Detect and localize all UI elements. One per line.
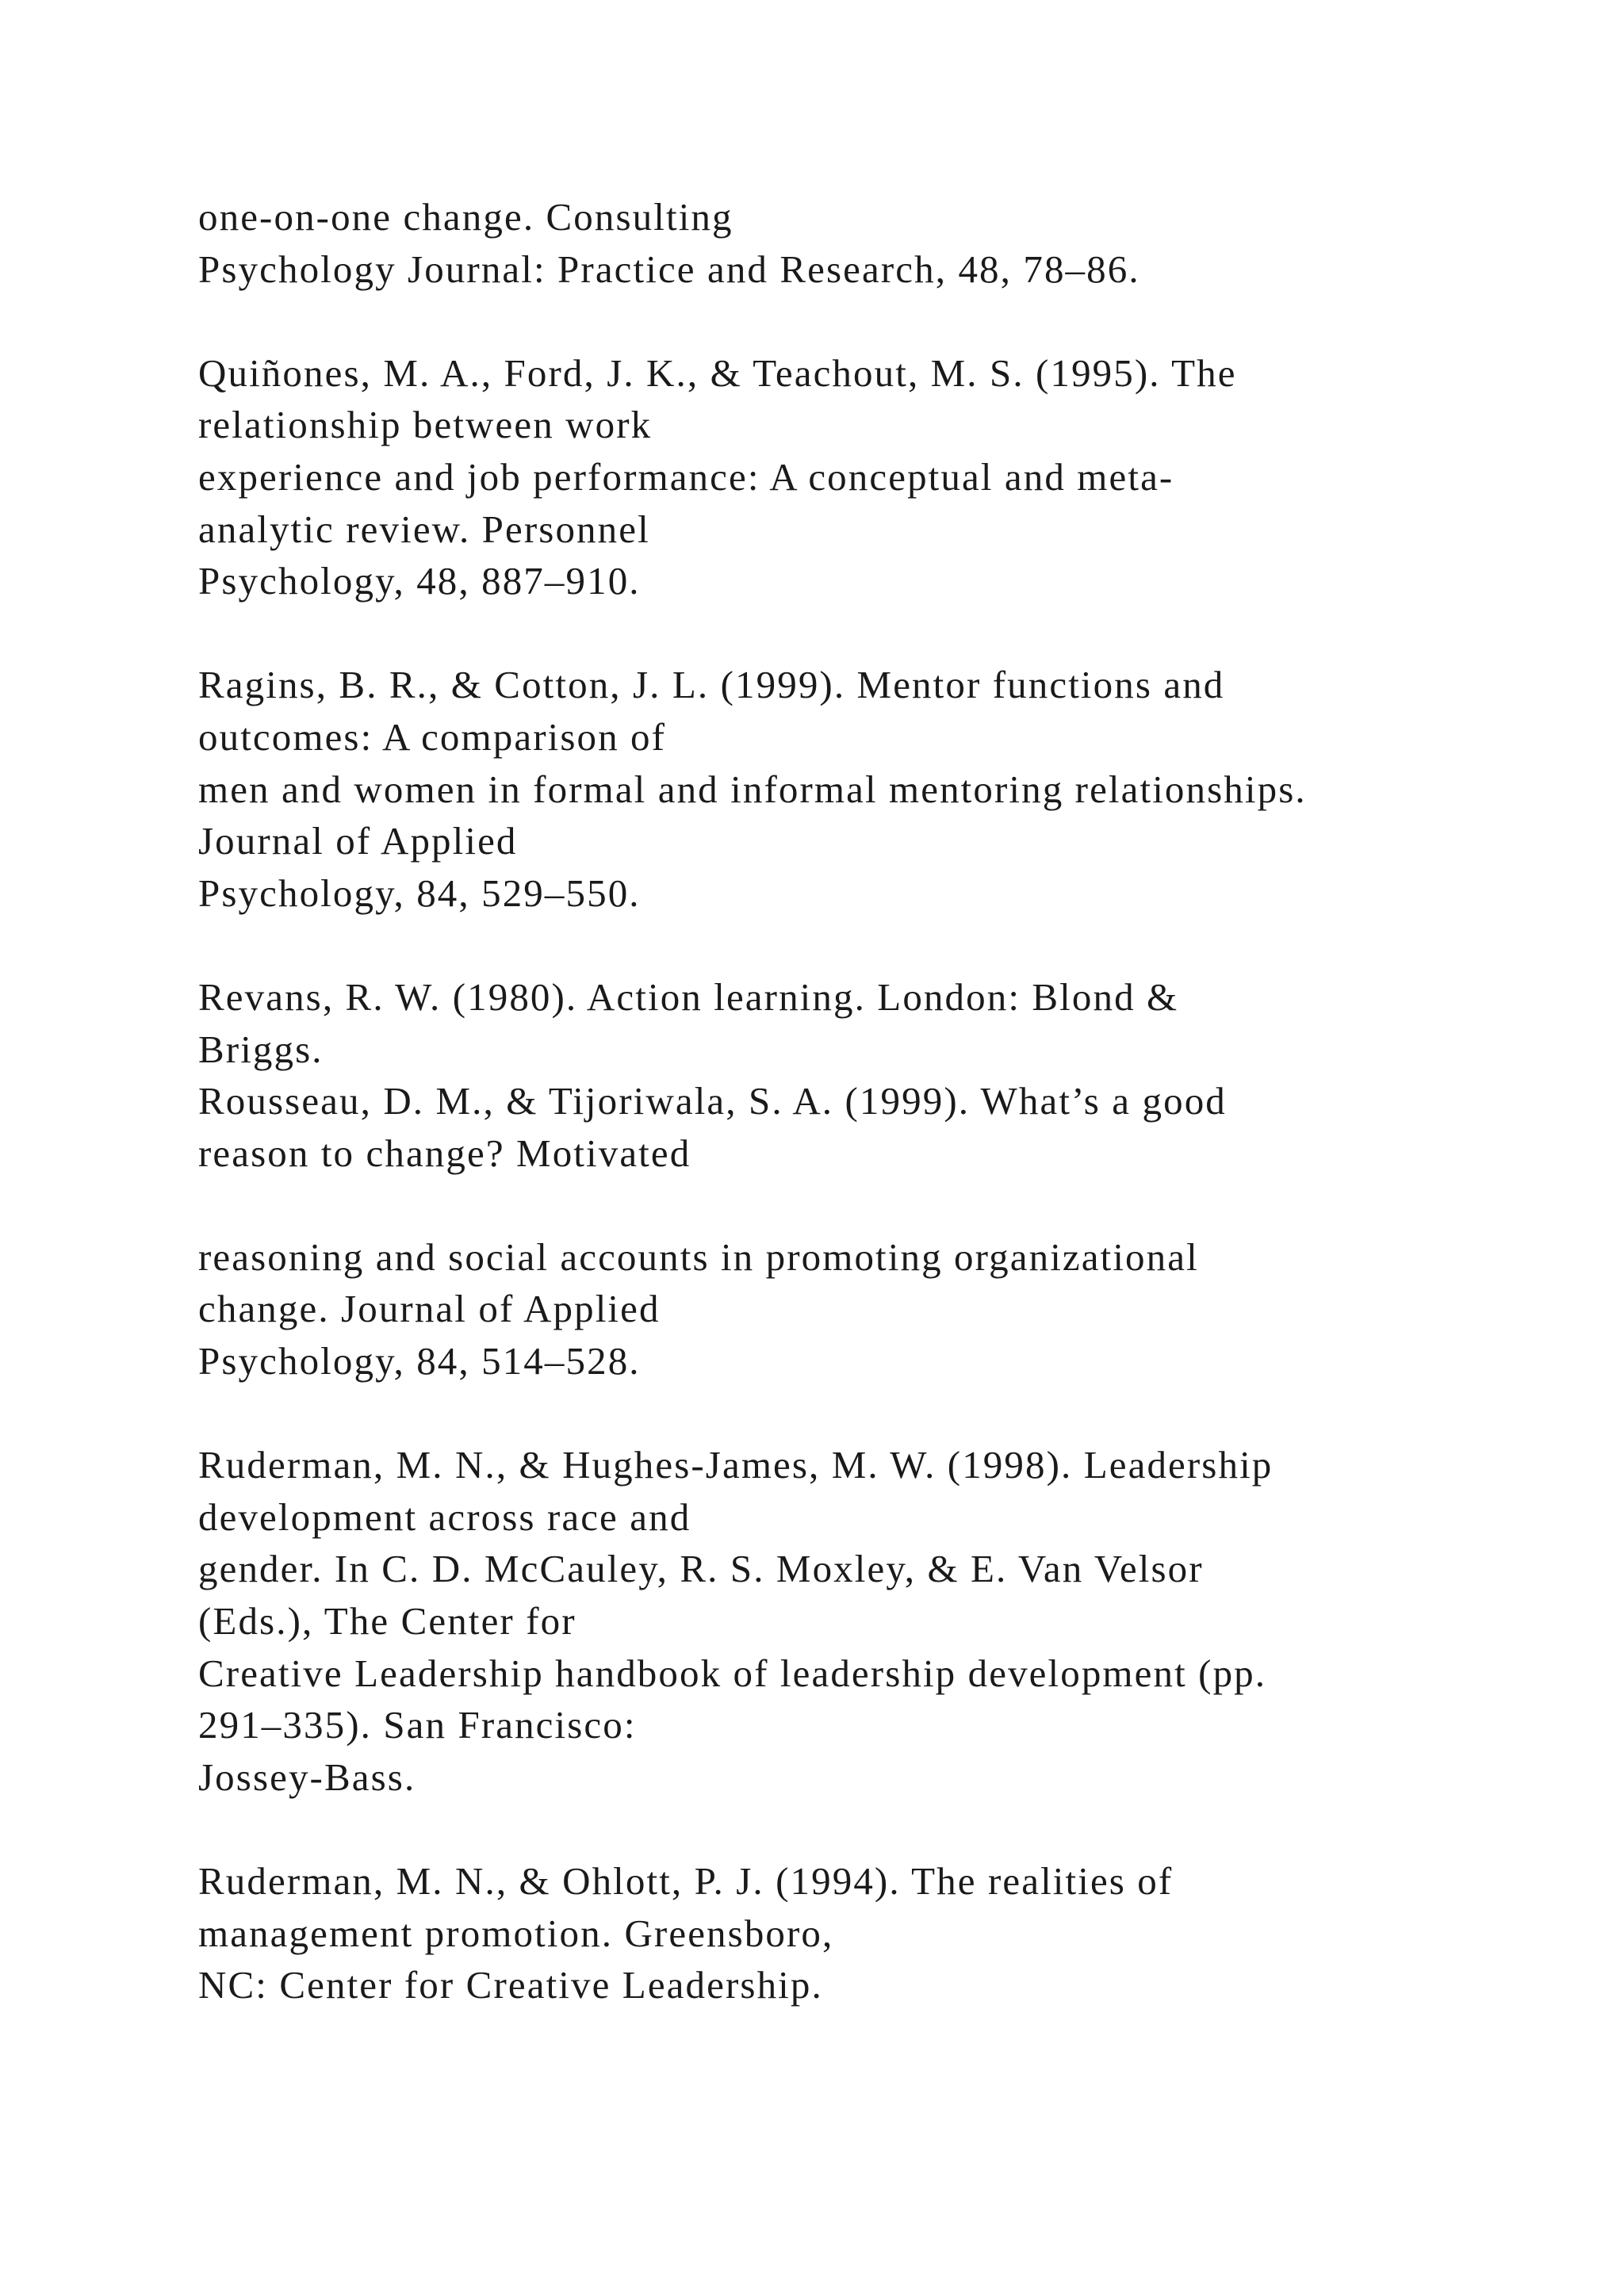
text-line: Creative Leadership handbook of leadership development (pp. (198, 1651, 1267, 1695)
text-line: Psychology, 84, 514–528. (198, 1339, 641, 1383)
text-line: Rousseau, D. M., & Tijoriwala, S. A. (1999). What’s a good (198, 1079, 1227, 1123)
text-line: Psychology Journal: Practice and Research, 48, 78–86. (198, 247, 1140, 291)
text-line: experience and job performance: A conceptual and meta- (198, 454, 1174, 499)
text-line: Psychology, 84, 529–550. (198, 871, 641, 915)
text-line: management promotion. Greensboro, (198, 1911, 834, 1955)
text-line: (Eds.), The Center for (198, 1599, 576, 1644)
text-line: reasoning and social accounts in promoting organizational (198, 1234, 1199, 1279)
text-line: Ruderman, M. N., & Ohlott, P. J. (1994). The realities of (198, 1859, 1174, 1903)
text-line: reason to change? Motivated (198, 1131, 691, 1175)
text-line: change. Journal of Applied (198, 1287, 661, 1331)
text-line: Journal of Applied (198, 819, 518, 863)
blank-line (198, 919, 1546, 971)
text-line: gender. In C. D. McCauley, R. S. Moxley, & E. Van Velsor (198, 1547, 1204, 1591)
text-line: Briggs. (198, 1027, 324, 1071)
text-line: relationship between work (198, 403, 653, 447)
text-line: Quiñones, M. A., Ford, J. K., & Teachout, M. S. (1995). The (198, 350, 1237, 395)
text-line: men and women in formal and informal mentoring relationships. (198, 767, 1307, 811)
text-line: Jossey-Bass. (198, 1755, 416, 1799)
text-line: Ruderman, M. N., & Hughes-James, M. W. (1998). Leadership (198, 1443, 1274, 1487)
text-line: one-on-one change. Consulting (198, 195, 733, 239)
blank-line (198, 607, 1546, 660)
text-line: Psychology, 48, 887–910. (198, 559, 641, 603)
blank-line (198, 295, 1546, 347)
text-line: 291–335). San Francisco: (198, 1703, 637, 1747)
text-line: Ragins, B. R., & Cotton, J. L. (1999). Mentor functions and (198, 663, 1225, 707)
blank-line (198, 1803, 1546, 1855)
text-line: Revans, R. W. (1980). Action learning. London: Blond & (198, 974, 1179, 1019)
text-line: development across race and (198, 1494, 691, 1539)
text-line: NC: Center for Creative Leadership. (198, 1963, 823, 2007)
blank-line (198, 1179, 1546, 1231)
text-line: analytic review. Personnel (198, 507, 650, 551)
references-text (198, 191, 1546, 2011)
blank-line (198, 1387, 1546, 1440)
text-line: outcomes: A comparison of (198, 714, 667, 759)
